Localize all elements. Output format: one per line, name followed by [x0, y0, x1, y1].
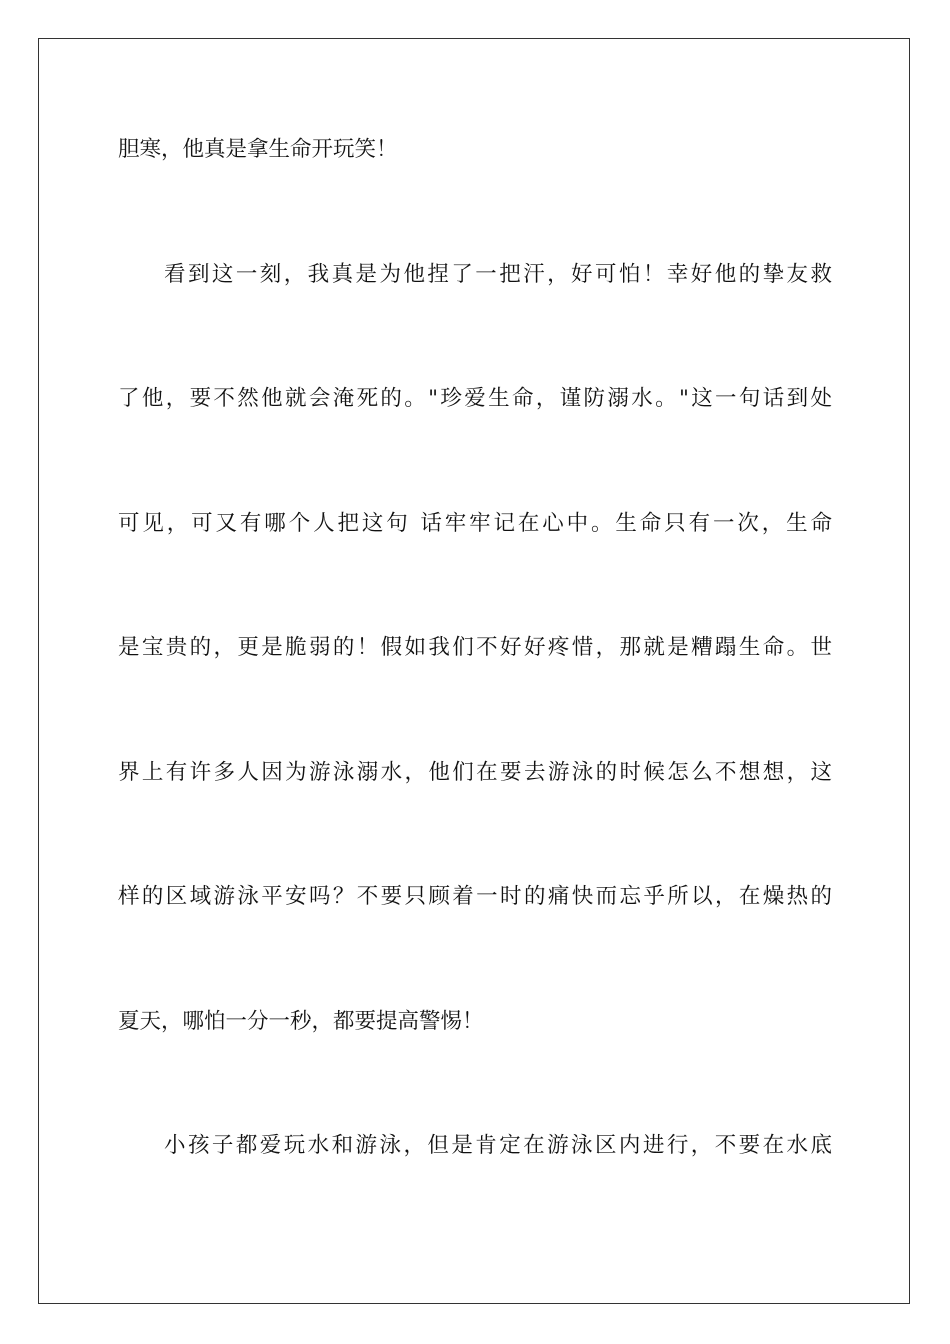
text-line-5: 是宝贵的，更是脆弱的！假如我们不好好疼惜，那就是糟蹋生命。世 [118, 635, 832, 660]
text-line-6: 界上有许多人因为游泳溺水，他们在要去游泳的时候怎么不想想，这 [118, 760, 832, 785]
text-line-3: 了他，要不然他就会淹死的。"珍爱生命，谨防溺水。"这一句话到处 [118, 386, 832, 411]
text-line-9: 小孩子都爱玩水和游泳，但是肯定在游泳区内进行，不要在水底 [164, 1133, 832, 1158]
text-line-4: 可见，可又有哪个人把这句 话牢牢记在心中。生命只有一次，生命 [118, 511, 832, 536]
text-line-2: 看到这一刻，我真是为他捏了一把汗，好可怕！幸好他的挚友救 [164, 262, 832, 287]
text-line-1: 胆寒，他真是拿生命开玩笑！ [118, 137, 398, 162]
text-line-7: 样的区域游泳平安吗？不要只顾着一时的痛快而忘乎所以，在燥热的 [118, 884, 832, 909]
text-line-8: 夏天，哪怕一分一秒，都要提高警惕！ [118, 1009, 484, 1034]
page-border [38, 38, 910, 1304]
